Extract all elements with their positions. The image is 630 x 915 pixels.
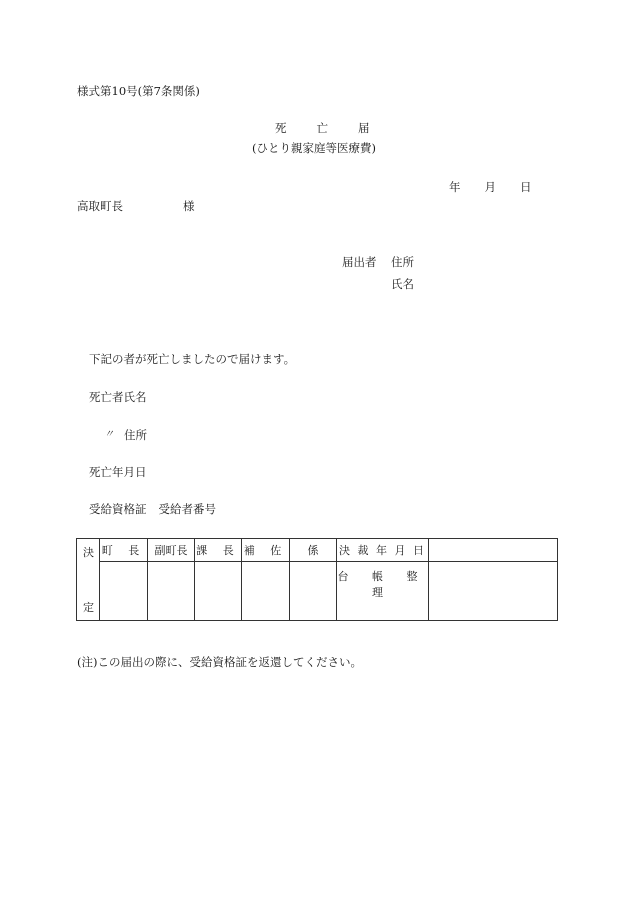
header-section-chief: 課 長 (195, 539, 242, 562)
stamp-section-chief[interactable] (195, 562, 242, 621)
stamp-deputy-mayor[interactable] (148, 562, 195, 621)
kettei-bottom-char: 定 (83, 601, 94, 614)
date-month: 月 (484, 180, 496, 194)
title-char-3: 届 (358, 121, 370, 135)
applicant-name-label: 氏名 (391, 277, 414, 291)
stamp-staff[interactable] (290, 562, 337, 621)
recipient-number-label: 受給者番号 (158, 502, 216, 516)
kettei-cell (77, 539, 100, 621)
addressee-honorific: 様 (183, 199, 195, 213)
document-title (275, 123, 370, 135)
death-date-label: 死亡年月日 (89, 465, 147, 479)
footnote: (注)この届出の際に、受給資格証を返還してください。 (77, 655, 362, 669)
kettei-top-char: 決 (83, 546, 94, 559)
header-mayor: 町 長 (100, 539, 148, 562)
title-char-1: 死 (275, 121, 287, 135)
deceased-address-label: 住所 (124, 428, 147, 442)
stamp-assistant[interactable] (242, 562, 290, 621)
applicant-label: 届出者 (342, 255, 377, 269)
decision-table (76, 538, 558, 621)
title-char-2: 亡 (316, 121, 328, 135)
ledger-field[interactable] (429, 562, 558, 621)
approval-date-field[interactable] (429, 539, 558, 562)
certificate-label: 受給資格証 (89, 502, 147, 516)
form-number: 様式第10号(第7条関係) (77, 84, 200, 98)
deceased-name-label: 死亡者氏名 (89, 390, 147, 404)
date-day: 日 (520, 180, 532, 194)
date-year: 年 (449, 180, 461, 194)
date-line (449, 182, 532, 194)
header-assistant: 補 佐 (242, 539, 290, 562)
certificate-line (89, 504, 216, 516)
document-subtitle: (ひとり親家庭等医療費) (252, 141, 376, 155)
notice-text: 下記の者が死亡しましたので届けます。 (89, 352, 296, 366)
stamp-mayor[interactable] (100, 562, 148, 621)
header-staff: 係 (290, 539, 337, 562)
ledger-label: 台 帳 整 理 (337, 562, 429, 621)
ditto-mark: 〃 (104, 429, 114, 440)
addressee (77, 199, 195, 213)
applicant-address-label: 住所 (391, 255, 414, 269)
approval-date-label: 決 裁 年 月 日 (337, 539, 429, 562)
addressee-name: 高取町長 (77, 199, 123, 213)
header-deputy-mayor: 副町長 (148, 539, 195, 562)
